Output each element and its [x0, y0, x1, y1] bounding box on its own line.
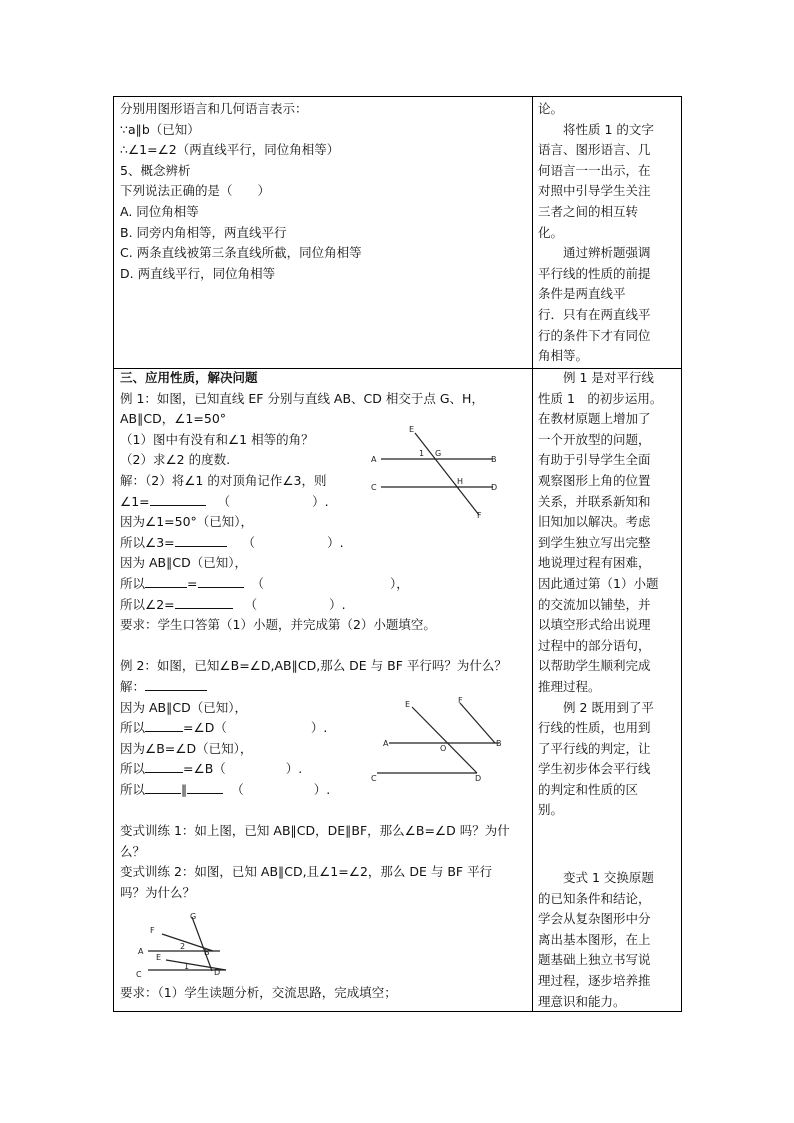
note-line: 例 1 是对平行线 [538, 370, 654, 385]
line-gd [192, 917, 212, 971]
note-line: 对照中引导学生关注 [538, 183, 651, 199]
note-line: 条件是两直线平 [538, 286, 626, 302]
note-line: 行线的性质，也用到 [538, 720, 651, 736]
note-line: 例 2 既用到了平 [538, 699, 654, 715]
note-line: 题基础上独立书写说 [538, 952, 651, 968]
example2-solution: 所以 =∠D（ ）. [120, 720, 328, 736]
label-c: C [371, 483, 377, 492]
example1-question: （1）图中有没有和∠1 相等的角？ [120, 431, 314, 447]
variant1-text: 么？ [120, 843, 146, 859]
note-line: 离出基本图形，在上 [538, 931, 651, 947]
label-b: B [204, 948, 210, 957]
example1-solution: 因为∠1=50°（已知）， [120, 514, 254, 530]
example2-solution: 所以 ∥ （ ）. [120, 781, 331, 797]
text-line: 分别用图形语言和几何语言表示： [120, 101, 308, 116]
note-line: 了平行线的判定，让 [538, 740, 651, 756]
note-line: 的交流加以铺垫，并 [538, 596, 651, 612]
note-line: 平行线的性质的前提 [538, 265, 651, 281]
note-line: 变式 1 交换原题 [538, 870, 654, 885]
note-line: 过程中的部分语句， [538, 637, 651, 653]
example1-solution: 所以∠2= （ ）. [120, 596, 346, 612]
bottom-right-notes [538, 868, 680, 1012]
label-c: C [136, 970, 142, 979]
note-line: 学会从复杂图形中分 [538, 911, 651, 927]
note-line: 推理过程。 [538, 678, 601, 694]
label-e: E [409, 425, 415, 434]
note-line: 化。 [538, 224, 564, 240]
text-line: C. 两条直线被第三条直线所截，同位角相等 [120, 245, 362, 261]
note-line: 通过辨析题强调 [538, 245, 651, 261]
note-line: 因此通过第（1）小题 [538, 575, 659, 591]
text-line: 5、概念辨析 [120, 162, 191, 178]
requirement: 要求：（1）学生读题分析，交流思路，完成填空； [120, 985, 397, 1001]
variant1-text: 变式训练 1：如上图，已知 AB∥CD，DE∥BF，那么∠B=∠D 吗？为什 [120, 823, 510, 839]
note-line: 有助于引导学生全面 [538, 452, 651, 468]
example2-solution: 因为∠B=∠D（已知）， [120, 740, 253, 756]
example1-question: （2）求∠2 的度数. [120, 452, 231, 468]
answer-blank [145, 574, 187, 588]
lesson-table [113, 96, 682, 1012]
note-line: 一个开放型的问题， [538, 431, 651, 447]
label-f: F [477, 511, 482, 520]
label-angle-1: 1 [184, 962, 190, 971]
note-line: 角相等。 [538, 348, 589, 364]
note-line: 理过程，逐步培养推 [538, 972, 651, 988]
label-angle-2: 2 [180, 942, 186, 951]
note-line: 到学生独立写出完整 [538, 534, 651, 550]
example1-solution: 因为 AB∥CD（已知）， [120, 555, 247, 571]
note-line: 学生初步体会平行线 [538, 761, 651, 777]
label-a: A [371, 455, 377, 464]
note-line: 地说理过程有困难， [538, 555, 651, 571]
note-line: 观察图形上角的位置 [538, 472, 651, 488]
note-line: 行的条件下才有同位 [538, 327, 651, 343]
note-line: 论。 [538, 101, 564, 116]
label-d: D [214, 968, 221, 977]
label-o: O [440, 744, 447, 753]
note-line: 在教材原题上增加了 [538, 411, 651, 427]
answer-blank [145, 759, 183, 773]
example2-solution: 解： [120, 677, 510, 698]
line-fb [460, 703, 495, 743]
text-line: D. 两直线平行，同位角相等 [120, 265, 276, 281]
example1-solution: 所以∠3= （ ）. [120, 534, 344, 550]
label-g: G [190, 912, 197, 921]
label-b: B [496, 739, 502, 748]
answer-blank [145, 677, 207, 691]
example1-figure [369, 425, 499, 520]
answer-blank [175, 533, 227, 547]
example1-text: 例 1：如图，已知直线 EF 分别与直线 AB、CD 相交于点 G、H， [120, 390, 484, 406]
label-e: E [156, 953, 162, 962]
note-line: 三者之间的相互转 [538, 203, 639, 219]
variant2-text: 吗？为什么？ [120, 884, 196, 900]
note-line: 何语言一一出示，在 [538, 162, 651, 178]
note-line: 行．只有在两直线平 [538, 306, 651, 322]
note-line: 关系，并联系新知和 [538, 493, 651, 509]
label-angle-1: 1 [419, 449, 425, 458]
label-g: G [435, 449, 442, 458]
label-b: B [491, 455, 497, 464]
text-line: ∴∠1=∠2（两直线平行，同位角相等） [120, 142, 340, 158]
example2-figure [367, 695, 507, 787]
answer-blank [187, 780, 223, 794]
note-line: 的判定和性质的区 [538, 781, 639, 797]
note-line: 将性质 1 的文字 [538, 121, 654, 137]
example1-solution: 所以 = （ ）， [120, 575, 409, 591]
note-line: 性质 1 的初步运用。 [538, 390, 663, 406]
note-line: 旧知加以解决。考虑 [538, 514, 651, 530]
requirement: 要求：学生口答第（1）小题，并完成第（2）小题填空。 [120, 617, 436, 633]
label-f: F [458, 696, 463, 705]
answer-blank [145, 718, 183, 732]
text-line: A. 同位角相等 [120, 203, 199, 219]
variant2-figure [132, 913, 232, 983]
label-a: A [383, 739, 389, 748]
answer-blank [145, 780, 181, 794]
label-d: D [475, 774, 482, 783]
variant2-text: 变式训练 2：如图，已知 AB∥CD,且∠1=∠2，那么 DE 与 BF 平行 [120, 864, 493, 880]
note-line: 的已知条件和结论， [538, 890, 651, 906]
label-f: F [150, 926, 155, 935]
example1-solution: ∠1= （ ）. [120, 493, 329, 509]
note-line: 以帮助学生顺利完成 [538, 658, 651, 674]
label-d: D [491, 483, 498, 492]
section-title: 三、应用性质，解决问题 [120, 370, 258, 385]
label-e: E [405, 700, 411, 709]
text-line: B. 同旁内角相等，两直线平行 [120, 224, 287, 240]
label-a: A [138, 947, 144, 956]
text-line: 下列说法正确的是（ ） [120, 183, 271, 199]
note-line: 别。 [538, 802, 564, 818]
note-line: 语言、图形语言、几 [538, 142, 651, 158]
line-ef [415, 433, 479, 515]
example2-solution: 所以 =∠B（ ）. [120, 761, 303, 777]
mid-right-notes [538, 368, 680, 821]
column-divider [532, 97, 533, 1011]
note-line: 以填空形式给出说理 [538, 617, 651, 633]
text-line: ∵a∥b（已知） [120, 121, 200, 137]
answer-blank [175, 595, 233, 609]
answer-blank [150, 492, 206, 506]
note-line: 理意识和能力。 [538, 993, 626, 1009]
line-ed [412, 707, 477, 773]
example1-solution: 解：（2）将∠1 的对顶角记作∠3，则 [120, 472, 327, 488]
label-c: C [371, 774, 377, 783]
answer-blank [198, 574, 244, 588]
label-h: H [457, 477, 464, 486]
top-left-cell [120, 99, 362, 284]
example2-text: 例 2：如图，已知∠B=∠D,AB∥CD,那么 DE 与 BF 平行吗？为什么？ [120, 658, 507, 674]
example2-solution: 因为 AB∥CD（已知）， [120, 699, 247, 715]
example1-text: AB∥CD，∠1=50° [120, 411, 227, 427]
top-right-notes [538, 99, 678, 367]
